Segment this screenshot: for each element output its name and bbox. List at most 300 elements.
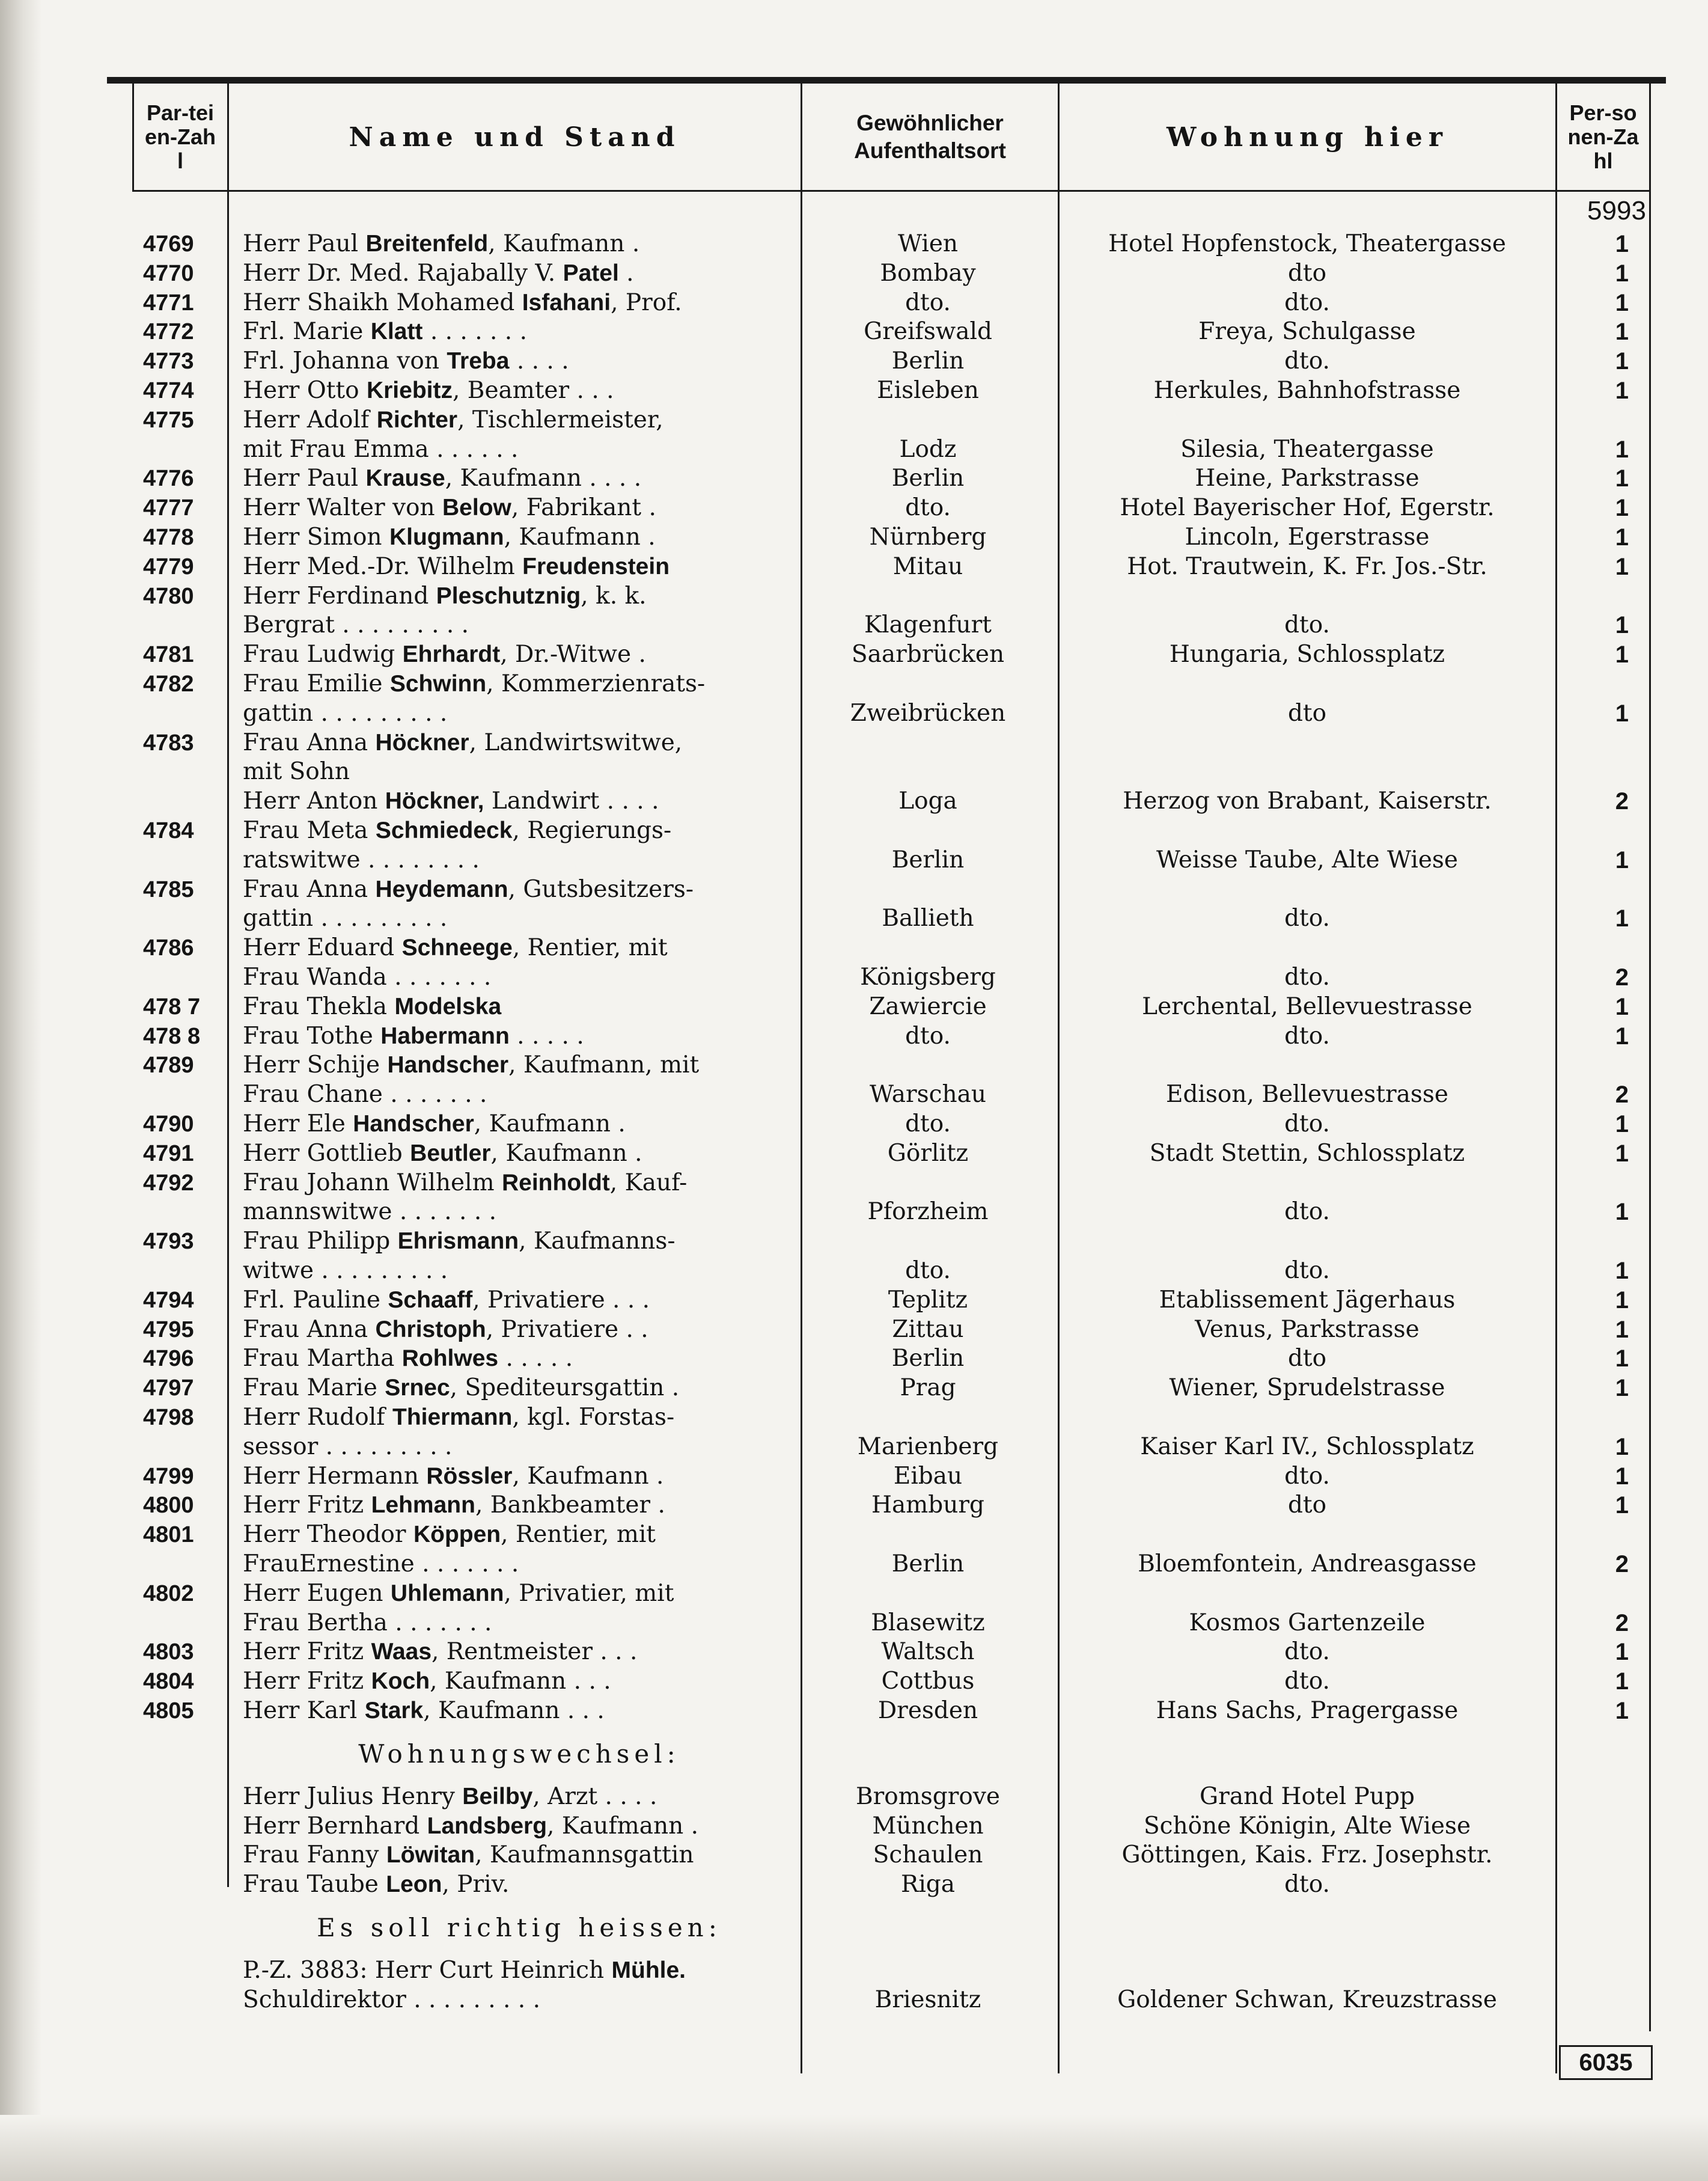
entry-usual-residence: Greifswald (864, 318, 992, 346)
entry-usual-residence: dto. (905, 289, 951, 316)
entry-prefix: Frau Anna (243, 875, 376, 903)
entry-prefix: Herr Adolf (243, 406, 377, 433)
entry-local-address: Herkules, Bahnhofstrasse (1153, 377, 1461, 404)
entry-prefix: Herr Gottlieb (243, 1139, 410, 1167)
entry-local-address: Herzog von Brabant, Kaiserstr. (1123, 788, 1492, 815)
entry-name-line (243, 435, 796, 464)
entry-surname: Schmiedeck (375, 818, 513, 843)
entry-surname: Schwinn (389, 671, 487, 697)
entry-prefix: Frl. Pauline (243, 1286, 388, 1314)
entry-prefix: gattin . . . . . . . . . (243, 699, 448, 727)
entry-name-line (243, 1344, 796, 1373)
entry-usual-residence: Zittau (892, 1315, 964, 1343)
entry-surname: Klatt (370, 319, 423, 345)
entry-surname: Leon (386, 1871, 442, 1898)
entry-prefix: Frau Taube (243, 1871, 386, 1898)
entry-person-count: 2 (1615, 1551, 1629, 1577)
entry-name-line (243, 406, 796, 435)
entry-person-count: 1 (1615, 495, 1629, 522)
entry-local-address: dto. (1284, 1462, 1330, 1490)
entry-prefix: Frau Philipp (243, 1228, 398, 1255)
entry-name-line (243, 993, 796, 1021)
entry-local-address: Etablissement Jägerhaus (1159, 1286, 1456, 1314)
entry-suffix: . . . . . (498, 1345, 573, 1372)
entry-party-number: 4797 (143, 1375, 194, 1401)
entry-prefix: Herr Rudolf (243, 1404, 393, 1431)
entry-local-address: Bloemfontein, Andreasgasse (1138, 1550, 1477, 1577)
entry-local-address: Hot. Trautwein, K. Fr. Jos.-Str. (1127, 552, 1487, 580)
running-total-bottom: 6035 (1559, 2045, 1653, 2080)
entry-prefix: Herr Paul (243, 465, 366, 492)
entry-surname: Richter (376, 406, 458, 433)
entry-surname: Modelska (394, 993, 502, 1020)
entry-person-count: 1 (1615, 641, 1629, 668)
entry-prefix: Frau Martha (243, 1345, 402, 1372)
entry-usual-residence: Hamburg (871, 1491, 984, 1519)
entry-person-count: 1 (1615, 612, 1629, 639)
entry-suffix: , Prof. (611, 289, 682, 316)
entry-surname: Stark (364, 1698, 424, 1724)
entry-prefix: Herr Theodor (243, 1521, 413, 1549)
entry-party-number: 4799 (143, 1463, 194, 1489)
entry-usual-residence: Zweibrücken (850, 699, 1006, 727)
entry-person-count: 1 (1615, 378, 1629, 404)
entry-usual-residence: Berlin (891, 846, 965, 873)
entry-suffix: . (618, 259, 634, 287)
entry-suffix: , Beamter . . . (452, 377, 614, 404)
entry-prefix: Herr Med.-Dr. Wilhelm (243, 552, 523, 580)
entry-name-line (243, 1638, 796, 1666)
entry-local-address: Kaiser Karl IV., Schlossplatz (1140, 1433, 1474, 1460)
entry-local-address: dto. (1284, 1257, 1330, 1284)
entry-usual-residence: dto. (905, 1110, 951, 1137)
entry-usual-residence: Berlin (891, 1345, 965, 1372)
entry-name-line (243, 376, 796, 405)
entry-person-count: 1 (1615, 1286, 1629, 1314)
entry-suffix: , Priv. (442, 1871, 510, 1898)
entry-person-count: 1 (1615, 260, 1629, 287)
entry-name-line (243, 1550, 796, 1579)
entry-name-line (243, 757, 796, 786)
entry-party-number: 4783 (143, 730, 194, 756)
entry-local-address: Stadt Stettin, Schlossplatz (1149, 1139, 1465, 1167)
entry-name-line (243, 875, 796, 904)
entry-prefix: Herr Karl (243, 1697, 365, 1724)
entry-person-count: 1 (1615, 524, 1629, 551)
entry-prefix: Frau Anna (243, 729, 376, 756)
entry-party-number: 4784 (143, 818, 194, 843)
entry-name-line (243, 1139, 796, 1168)
entry-person-count: 2 (1615, 1609, 1629, 1636)
entry-local-address: dto. (1284, 905, 1330, 932)
entry-name-line (243, 347, 796, 376)
entry-surname: Below (442, 495, 511, 521)
entry-person-count: 1 (1615, 1316, 1629, 1343)
section-title-moves: Wohnungswechsel: (358, 1739, 680, 1769)
entry-prefix: Frau Wanda . . . . . . . (243, 964, 492, 991)
entry-prefix: Herr Dr. Med. Rajabally V. (243, 259, 563, 287)
entry-prefix: Frl. Marie (243, 318, 371, 346)
entry-prefix: Herr Paul (243, 230, 366, 257)
entry-usual-residence: Warschau (870, 1081, 986, 1109)
entry-prefix: Frau Johann Wilhelm (243, 1169, 502, 1196)
entry-surname: Breitenfeld (365, 231, 489, 257)
move-usual-residence: Schaulen (873, 1841, 983, 1869)
entry-suffix: , Fabrikant . (511, 494, 656, 522)
entry-surname: Rohlwes (401, 1345, 499, 1372)
entry-prefix: FrauErnestine . . . . . . . (243, 1550, 519, 1577)
entry-prefix: Herr Ferdinand (243, 582, 436, 610)
entry-suffix: , Landwirtswitwe, (469, 729, 683, 756)
entry-surname: Pleschutznig (436, 583, 581, 609)
entry-person-count: 1 (1615, 1023, 1629, 1050)
entry-name-line (243, 1462, 796, 1491)
entry-usual-residence: Königsberg (860, 964, 996, 991)
entry-surname: Rössler (426, 1463, 513, 1489)
entry-prefix: Frl. Johanna von (243, 347, 447, 375)
entry-suffix: , Kaufmann . . . (423, 1697, 605, 1724)
entry-usual-residence: dto. (905, 494, 951, 522)
entry-name-line (243, 1110, 796, 1139)
entry-suffix: , Bankbeamter . (475, 1491, 665, 1519)
entry-person-count: 1 (1615, 1463, 1629, 1490)
entry-suffix: . . . . . (509, 1022, 584, 1050)
correction-local-address: Goldener Schwan, Kreuzstrasse (1117, 1986, 1497, 2013)
section-title-correction: Es soll richtig heissen: (317, 1913, 722, 1942)
entry-local-address: Kosmos Gartenzeile (1189, 1609, 1426, 1636)
entry-prefix: Herr Hermann (243, 1462, 427, 1490)
entry-party-number: 4773 (143, 349, 194, 375)
entry-name-line (243, 934, 796, 962)
entry-name-line (243, 1782, 796, 1811)
entry-local-address: dto. (1284, 347, 1330, 375)
entry-suffix: , Kaufmann . (547, 1812, 699, 1840)
entry-prefix: mit Frau Emma . . . . . . (243, 435, 519, 463)
entry-surname: Waas (371, 1639, 432, 1665)
entry-local-address: Heine, Parkstrasse (1195, 465, 1420, 492)
entry-suffix: , Kauf- (609, 1169, 688, 1196)
header-local-address: Wohnung hier (1166, 121, 1449, 153)
entry-surname: Klugmann (389, 524, 504, 550)
entry-prefix: Herr Bernhard (243, 1812, 427, 1840)
entry-local-address: Hans Sachs, Pragergasse (1156, 1697, 1459, 1724)
entry-party-number: 4775 (143, 407, 194, 433)
entry-name-line (243, 1433, 796, 1461)
move-local-address: Grand Hotel Pupp (1200, 1782, 1415, 1810)
entry-person-count: 1 (1615, 436, 1629, 463)
entry-party-number: 4803 (143, 1639, 194, 1665)
entry-suffix: , Privatier, mit (504, 1579, 674, 1607)
entry-person-count: 1 (1615, 1433, 1629, 1460)
entry-person-count: 1 (1615, 1140, 1629, 1167)
entry-suffix: Landwirt . . . . (484, 788, 659, 815)
entry-party-number: 4778 (143, 525, 194, 550)
entry-usual-residence: Berlin (891, 347, 965, 375)
entry-suffix: , Regierungs- (512, 817, 672, 844)
entry-party-number: 4785 (143, 876, 194, 902)
entry-suffix: , Kaufmannsgattin (475, 1841, 694, 1869)
entry-local-address: Freya, Schulgasse (1198, 318, 1416, 346)
entry-party-number: 4801 (143, 1522, 194, 1548)
entry-name-line (243, 670, 796, 699)
entry-name-line (243, 1491, 796, 1520)
entry-party-number: 4774 (143, 378, 194, 403)
entry-name-line (243, 1080, 796, 1109)
entry-party-number: 4780 (143, 583, 194, 609)
entry-party-number: 4804 (143, 1669, 194, 1695)
entry-usual-residence: Prag (900, 1374, 956, 1402)
entry-person-count: 2 (1615, 964, 1629, 991)
entry-suffix: , Arzt . . . . (532, 1782, 657, 1810)
entry-surname: Schaaff (388, 1286, 473, 1313)
entry-name-line (243, 1403, 796, 1432)
entry-person-count: 1 (1615, 553, 1629, 580)
entry-prefix: ratswitwe . . . . . . . . (243, 846, 480, 873)
entry-prefix: Frau Thekla (243, 993, 395, 1020)
entry-suffix: , Kaufmann . (512, 1462, 664, 1490)
entry-name-line (243, 494, 796, 522)
move-local-address: dto. (1284, 1871, 1330, 1898)
entry-surname: Treba (447, 348, 510, 375)
entry-surname: Christoph (375, 1316, 486, 1342)
entry-surname: Löwitan (386, 1842, 475, 1868)
entry-suffix: , Spediteursgattin . (450, 1374, 680, 1402)
entry-surname: Schneege (401, 935, 513, 961)
entry-prefix: Frau Chane . . . . . . . (243, 1081, 487, 1109)
entry-name-line (243, 1051, 796, 1080)
entry-prefix: Herr Anton (243, 788, 385, 815)
entry-local-address: dto. (1284, 1638, 1330, 1666)
entry-usual-residence: Lodz (899, 435, 957, 463)
entry-name-line (243, 1315, 796, 1344)
entry-prefix: witwe . . . . . . . . . (243, 1257, 448, 1284)
entry-usual-residence: Bombay (880, 259, 976, 287)
entry-party-number: 4796 (143, 1346, 194, 1372)
entry-suffix: , Tischlermeister, (457, 406, 663, 433)
entry-prefix: Schuldirektor . . . . . . . . . (243, 1986, 541, 2013)
entry-suffix: , Kaufmann . . . (430, 1668, 611, 1695)
entry-surname: Ehrismann (397, 1228, 519, 1255)
entry-party-number: 478 7 (143, 994, 201, 1020)
entry-party-number: 4793 (143, 1229, 194, 1255)
entry-prefix: sessor . . . . . . . . . (243, 1433, 453, 1460)
entry-local-address: dto (1287, 259, 1327, 287)
entry-name-line (243, 904, 796, 933)
entry-surname: Heydemann (375, 876, 508, 902)
entry-local-address: dto. (1284, 1022, 1330, 1050)
entry-name-line (243, 1256, 796, 1285)
entry-suffix: , kgl. Forstas- (512, 1404, 675, 1431)
entry-suffix: . . . . . . . (422, 318, 527, 346)
entry-local-address: Hungaria, Schlossplatz (1169, 641, 1445, 668)
entry-prefix: mannswitwe . . . . . . . (243, 1198, 497, 1226)
move-usual-residence: Bromsgrove (856, 1782, 1000, 1810)
entry-surname: Handscher (353, 1111, 474, 1137)
entry-person-count: 1 (1615, 231, 1629, 257)
entry-name-line (243, 611, 796, 640)
entry-person-count: 1 (1615, 1375, 1629, 1402)
entry-local-address: dto. (1284, 611, 1330, 639)
correction-usual-residence: Briesnitz (874, 1986, 981, 2013)
entry-party-number: 4776 (143, 466, 194, 492)
entry-usual-residence: Nürnberg (869, 524, 987, 551)
entry-name-line (243, 1986, 796, 2014)
move-local-address: Schöne Königin, Alte Wiese (1143, 1812, 1471, 1840)
entry-prefix: Herr Julius Henry (243, 1782, 463, 1810)
entry-name-line (243, 1198, 796, 1226)
entry-prefix: Herr Shaikh Mohamed (243, 289, 522, 316)
header-party-number: Par-teien-Zahl (144, 100, 216, 173)
entry-person-count: 1 (1615, 993, 1629, 1020)
entry-local-address: dto. (1284, 964, 1330, 991)
entry-usual-residence: Berlin (891, 465, 965, 492)
entry-suffix: , k. k. (581, 582, 647, 610)
entry-name-line (243, 1812, 796, 1841)
entry-local-address: Lincoln, Egerstrasse (1185, 524, 1430, 551)
entry-suffix: , Gutsbesitzers- (508, 875, 694, 903)
entry-party-number: 4771 (143, 290, 194, 316)
entry-party-number: 4786 (143, 935, 194, 961)
entry-suffix: , Privatiere . . . (472, 1286, 650, 1314)
entry-surname: Habermann (380, 1023, 510, 1049)
entry-surname: Reinholdt (501, 1169, 610, 1196)
entry-local-address: dto. (1284, 1668, 1330, 1695)
entry-name-line (243, 552, 796, 581)
entry-name-line (243, 846, 796, 875)
entry-local-address: dto (1287, 1345, 1327, 1372)
entry-name-line (243, 259, 796, 288)
entry-party-number: 4791 (143, 1140, 194, 1166)
entry-local-address: Hotel Hopfenstock, Theatergasse (1108, 230, 1506, 257)
entry-party-number: 4792 (143, 1170, 194, 1196)
entry-surname: Ehrhardt (402, 641, 501, 668)
entry-party-number: 4789 (143, 1053, 194, 1078)
entry-name-line (243, 1374, 796, 1403)
entry-party-number: 4781 (143, 642, 194, 668)
entry-suffix: , Privatiere . . (486, 1315, 648, 1343)
entry-surname: Isfahani (522, 289, 611, 316)
entry-name-line (243, 1579, 796, 1608)
entry-usual-residence: dto. (905, 1257, 951, 1284)
entry-party-number: 4782 (143, 671, 194, 697)
entry-party-number: 4798 (143, 1405, 194, 1430)
entry-suffix: . . . . (509, 347, 569, 375)
entry-person-count: 1 (1615, 465, 1629, 492)
header-name-and-status: Name und Stand (349, 121, 681, 153)
entry-person-count: 1 (1615, 1258, 1629, 1284)
entry-local-address: Wiener, Sprudelstrasse (1169, 1374, 1445, 1402)
entry-party-number: 4777 (143, 495, 194, 521)
entry-usual-residence: dto. (905, 1022, 951, 1050)
entry-person-count: 1 (1615, 905, 1629, 932)
entry-surname: Landsberg (427, 1812, 547, 1839)
move-usual-residence: München (872, 1812, 984, 1840)
entry-person-count: 1 (1615, 846, 1629, 873)
entry-party-number: 4805 (143, 1698, 194, 1724)
entry-surname: Srnec (385, 1375, 450, 1401)
entry-surname: Mühle. (611, 1957, 686, 1983)
entry-usual-residence: Zawiercie (869, 993, 987, 1020)
entry-usual-residence: Marienberg (857, 1433, 999, 1460)
entry-name-line (243, 1956, 796, 1985)
entry-prefix: Bergrat . . . . . . . . . (243, 611, 469, 639)
entry-usual-residence: Wien (897, 230, 959, 257)
entry-suffix: , Kommerzienrats- (486, 670, 706, 697)
entry-party-number: 4794 (143, 1287, 194, 1313)
entry-usual-residence: Blasewitz (871, 1609, 985, 1636)
entry-usual-residence: Eibau (893, 1462, 963, 1490)
entry-person-count: 2 (1615, 788, 1629, 815)
entry-surname: Patel (563, 260, 619, 286)
entry-prefix: Frau Meta (243, 817, 376, 844)
entry-usual-residence: Dresden (877, 1697, 978, 1724)
entry-name-line (243, 289, 796, 317)
entry-prefix: Herr Ele (243, 1110, 353, 1137)
entry-prefix: Herr Eduard (243, 934, 402, 962)
entry-name-line (243, 1169, 796, 1198)
entry-prefix: Herr Walter von (243, 494, 443, 522)
entry-name-line (243, 963, 796, 992)
entry-local-address: dto. (1284, 289, 1330, 316)
entry-person-count: 1 (1615, 1668, 1629, 1695)
entry-prefix: mit Sohn (243, 758, 350, 786)
entry-surname: Freudenstein (522, 553, 670, 580)
entry-name-line (243, 230, 796, 258)
entry-surname: Höckner, (385, 788, 484, 815)
entry-prefix: Herr Schije (243, 1051, 388, 1079)
entry-party-number: 4779 (143, 554, 194, 580)
entry-name-line (243, 464, 796, 493)
entry-name-line (243, 816, 796, 845)
entry-suffix: , Kaufmann . (474, 1110, 626, 1137)
entry-person-count: 1 (1615, 700, 1629, 727)
entry-suffix: , Rentier, mit (501, 1521, 656, 1549)
entry-party-number: 4770 (143, 260, 194, 286)
entry-surname: Köppen (413, 1522, 501, 1548)
entry-local-address: dto. (1284, 1198, 1330, 1226)
move-local-address: Göttingen, Kais. Frz. Josephstr. (1121, 1841, 1493, 1869)
entry-name-line (243, 699, 796, 728)
entry-local-address: Lerchental, Bellevuestrasse (1142, 993, 1472, 1020)
entry-name-line (243, 582, 796, 611)
entry-prefix: Herr Eugen (243, 1579, 391, 1607)
entry-suffix: , Kaufmann . (488, 230, 640, 257)
entry-name-line (243, 1227, 796, 1256)
move-usual-residence: Riga (900, 1871, 956, 1898)
entry-local-address: Weisse Taube, Alte Wiese (1156, 846, 1458, 873)
entry-surname: Kriebitz (366, 378, 453, 403)
entry-usual-residence: Waltsch (881, 1638, 975, 1666)
entry-prefix: gattin . . . . . . . . . (243, 905, 448, 932)
entry-suffix: , Kaufmann, mit (508, 1051, 700, 1079)
entry-suffix: , Rentmeister . . . (432, 1638, 638, 1666)
entry-surname: Handscher (387, 1052, 509, 1078)
entry-name-line (243, 1841, 796, 1870)
entry-name-line (243, 1520, 796, 1549)
entry-suffix: , Kaufmann . (504, 524, 656, 551)
entry-person-count: 1 (1615, 1345, 1629, 1372)
entry-surname: Höckner (375, 729, 469, 756)
entry-usual-residence: Loga (898, 788, 957, 815)
entry-suffix: , Dr.-Witwe . (500, 641, 646, 668)
entry-prefix: Herr Otto (243, 377, 367, 404)
entry-prefix: Frau Marie (243, 1374, 385, 1402)
entry-name-line (243, 640, 796, 669)
running-total-top: 5993 (1587, 196, 1646, 225)
entry-surname: Koch (371, 1668, 430, 1695)
entry-surname: Beilby (462, 1783, 533, 1809)
entry-person-count: 1 (1615, 1698, 1629, 1724)
